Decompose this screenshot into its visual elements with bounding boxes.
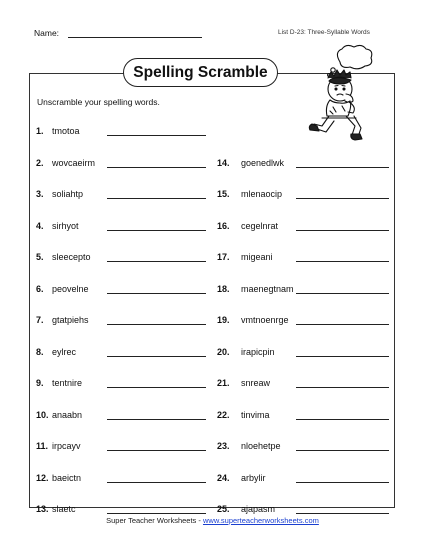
item-number: 2. bbox=[36, 157, 44, 168]
item-number: 21. bbox=[217, 378, 230, 388]
scrambled-word: tinvima bbox=[241, 409, 270, 420]
item-number: 17. bbox=[217, 252, 230, 262]
scrambled-word: sleecepto bbox=[52, 252, 91, 262]
list-item bbox=[36, 284, 206, 296]
scrambled-word: tentnire bbox=[52, 378, 83, 388]
answer-blank-line[interactable] bbox=[107, 450, 206, 451]
answer-blank-line[interactable] bbox=[296, 419, 389, 420]
list-item bbox=[217, 441, 389, 453]
list-item bbox=[217, 410, 389, 422]
item-number: 5. bbox=[36, 252, 44, 262]
list-item bbox=[36, 315, 206, 327]
list-item bbox=[36, 158, 206, 170]
scrambled-word: wovcaeirm bbox=[52, 157, 96, 168]
worksheet-title bbox=[123, 58, 278, 87]
scrambled-word: gtatpiehs bbox=[52, 315, 89, 325]
item-number: 20. bbox=[217, 346, 230, 357]
answer-blank-line[interactable] bbox=[107, 293, 206, 294]
answer-blank-line[interactable] bbox=[296, 387, 389, 388]
list-item bbox=[217, 221, 389, 233]
answer-blank-line[interactable] bbox=[296, 482, 389, 483]
item-number: 4. bbox=[36, 220, 44, 231]
item-number: 25. bbox=[217, 504, 230, 514]
scrambled-word: sirhyot bbox=[52, 220, 79, 231]
name-blank-line[interactable] bbox=[68, 37, 202, 38]
list-item bbox=[217, 473, 389, 485]
scrambled-word: slaetc bbox=[52, 504, 76, 514]
list-item bbox=[36, 378, 206, 390]
scrambled-word: goenedlwk bbox=[241, 157, 285, 168]
list-item bbox=[36, 504, 206, 516]
item-number: 13. bbox=[36, 504, 49, 514]
item-number: 11. bbox=[36, 441, 49, 451]
scrambled-word: soliahtp bbox=[52, 189, 84, 199]
item-number: 15. bbox=[217, 189, 230, 199]
list-label: List D-23: Three-Syllable Words bbox=[278, 29, 370, 36]
list-item bbox=[217, 378, 389, 390]
item-number: 1. bbox=[36, 126, 44, 136]
scrambled-word: eylrec bbox=[52, 346, 77, 357]
list-item bbox=[217, 252, 389, 264]
answer-blank-line[interactable] bbox=[107, 324, 206, 325]
answer-blank-line[interactable] bbox=[107, 356, 206, 357]
footer-prefix: Super Teacher Worksheets - bbox=[106, 516, 203, 525]
scrambled-word: maenegtnam bbox=[241, 283, 294, 294]
item-number: 12. bbox=[36, 472, 49, 483]
scrambled-word: tmotoa bbox=[52, 126, 80, 136]
list-item bbox=[217, 315, 389, 327]
scrambled-word: peovelne bbox=[52, 283, 89, 294]
scrambled-word: irpcayv bbox=[52, 441, 81, 451]
list-item bbox=[217, 284, 389, 296]
list-item bbox=[36, 473, 206, 485]
scrambled-word: ajapasm bbox=[241, 504, 276, 514]
answer-blank-line[interactable] bbox=[296, 198, 389, 199]
answer-blank-line[interactable] bbox=[107, 135, 206, 136]
list-item bbox=[217, 504, 389, 516]
scrambled-word: snreaw bbox=[241, 378, 271, 388]
answer-blank-line[interactable] bbox=[296, 293, 389, 294]
item-number: 7. bbox=[36, 315, 44, 325]
list-item bbox=[36, 347, 206, 359]
item-number: 3. bbox=[36, 189, 44, 199]
item-number: 8. bbox=[36, 346, 44, 357]
list-item bbox=[217, 158, 389, 170]
answer-blank-line[interactable] bbox=[296, 167, 389, 168]
answer-blank-line[interactable] bbox=[107, 387, 206, 388]
list-item bbox=[36, 441, 206, 453]
answer-blank-line[interactable] bbox=[107, 261, 206, 262]
item-number: 24. bbox=[217, 472, 230, 483]
instructions: Unscramble your spelling words. bbox=[37, 97, 160, 107]
list-item bbox=[217, 189, 389, 201]
scrambled-word: baeictn bbox=[52, 472, 82, 483]
scrambled-word: mlenaocip bbox=[241, 189, 283, 199]
item-number: 18. bbox=[217, 283, 230, 294]
scrambled-word: irapicpin bbox=[241, 346, 275, 357]
name-label: Name: bbox=[34, 28, 60, 38]
answer-blank-line[interactable] bbox=[296, 261, 389, 262]
scrambled-word: arbylir bbox=[241, 472, 266, 483]
answer-blank-line[interactable] bbox=[107, 482, 206, 483]
answer-blank-line[interactable] bbox=[296, 450, 389, 451]
item-number: 16. bbox=[217, 220, 230, 231]
scrambled-word: migeani bbox=[241, 252, 273, 262]
answer-blank-line[interactable] bbox=[107, 230, 206, 231]
item-number: 23. bbox=[217, 441, 230, 451]
scrambled-word: anaabn bbox=[52, 409, 83, 420]
answer-blank-line[interactable] bbox=[296, 356, 389, 357]
answer-blank-line[interactable] bbox=[296, 230, 389, 231]
item-number: 22. bbox=[217, 409, 230, 420]
answer-blank-line[interactable] bbox=[296, 324, 389, 325]
list-item bbox=[217, 347, 389, 359]
worksheet-title-text: Spelling Scramble bbox=[133, 63, 268, 81]
item-number: 9. bbox=[36, 378, 44, 388]
item-number: 6. bbox=[36, 283, 44, 294]
answer-blank-line[interactable] bbox=[107, 419, 206, 420]
answer-blank-line[interactable] bbox=[107, 167, 206, 168]
list-item bbox=[36, 189, 206, 201]
footer-link[interactable]: www.superteacherworksheets.com bbox=[202, 516, 319, 525]
item-number: 10. bbox=[36, 409, 49, 420]
answer-blank-line[interactable] bbox=[107, 513, 206, 514]
answer-blank-line[interactable] bbox=[107, 198, 206, 199]
list-item bbox=[36, 221, 206, 233]
item-number: 14. bbox=[217, 157, 230, 168]
footer bbox=[0, 516, 425, 525]
answer-blank-line[interactable] bbox=[296, 513, 389, 514]
scrambled-word: cegelnrat bbox=[241, 220, 279, 231]
scrambled-word: nloehetpe bbox=[241, 441, 281, 451]
item-number: 19. bbox=[217, 315, 230, 325]
list-item bbox=[36, 410, 206, 422]
boy-thinking-cartoon-icon bbox=[300, 44, 395, 142]
scrambled-word: vmtnoenrge bbox=[241, 315, 289, 325]
list-item bbox=[36, 126, 206, 138]
list-item bbox=[36, 252, 206, 264]
